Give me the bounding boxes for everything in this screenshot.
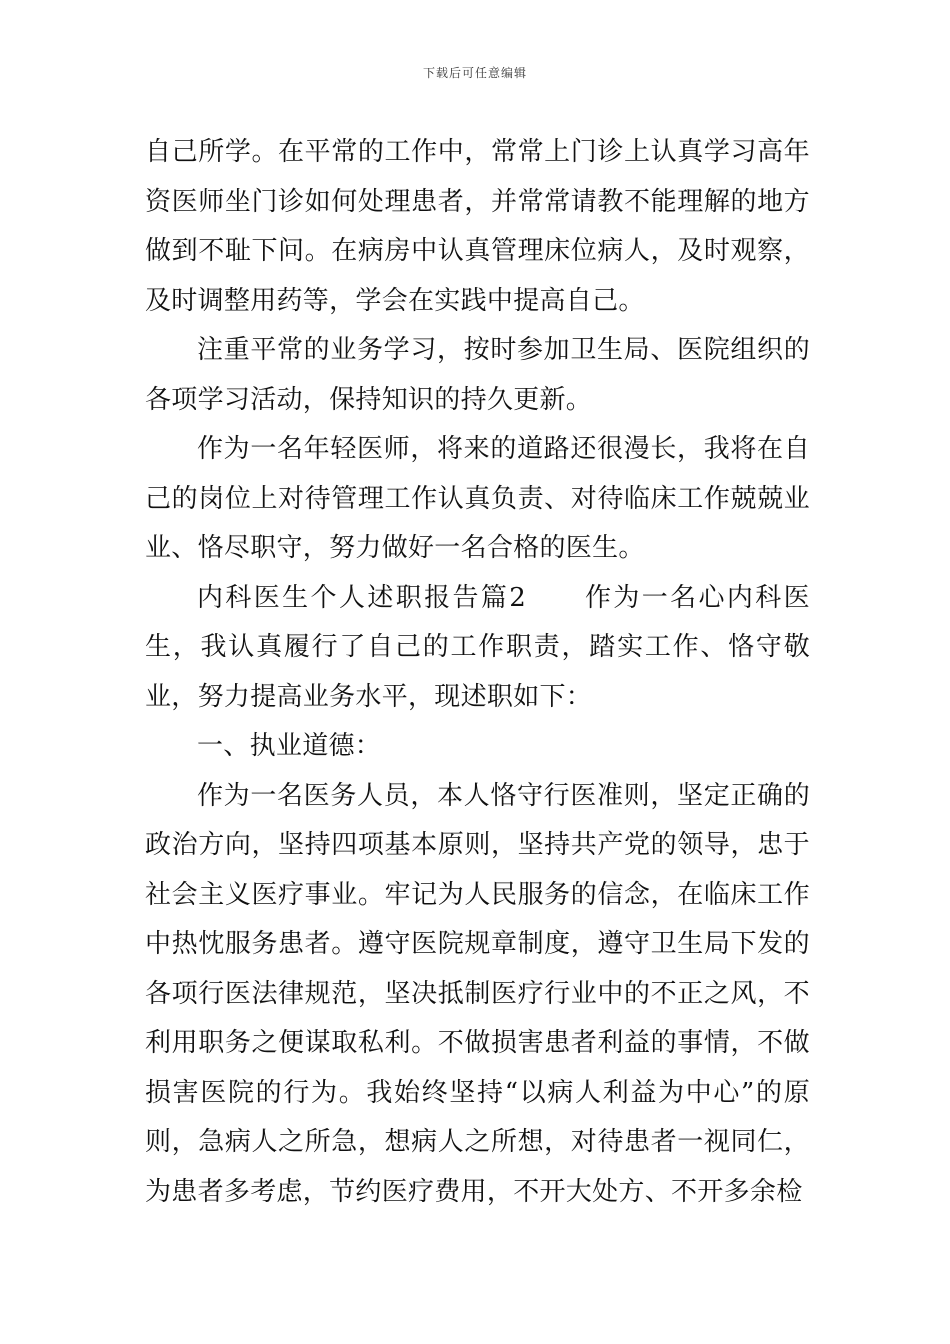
paragraph-5: 作为一名医务人员，本人恪守行医准则，坚定正确的政治方向，坚持四项基本原则，坚持共产党的领导，忠于社会主义医疗事业。牢记为人民服务的信念，在临床工作中热忱服务患者。遵守医院规章制度，遵守卫生局下发的各项行医法律规范，坚决抵制医疗行业中的不正之风，不利用职务之便谋取私利。不做损害患者利益的事情，不做损害医院的行为。我始终坚持“以病人利益为中心”的原则，急病人之所急，想病人之所想，对待患者一视同仁，为患者多考虑，节约医疗费用，不开大处方、不开多余检 <box>145 780 810 1207</box>
section-heading-ethics: 一、执业道德： <box>197 731 382 761</box>
paragraph-1: 自己所学。在平常的工作中，常常上门诊上认真学习高年资医师坐门诊如何处理患者，并常常请教不能理解的地方做到不耻下问。在病房中认真管理床位病人，及时观察，及时调整用药等，学会在实践中提高自己。 <box>145 137 810 316</box>
document-body <box>145 128 810 1217</box>
paragraph-4: 内科医生个人述职报告篇2 作为一名心内科医生，我认真履行了自己的工作职责，踏实工作、恪守敬业，努力提高业务水平，现述职如下： <box>145 582 810 712</box>
page-header-note: 下载后可任意编辑 <box>422 66 527 80</box>
paragraph-3: 作为一名年轻医师，将来的道路还很漫长，我将在自己的岗位上对待管理工作认真负责、对待临床工作兢兢业业、恪尽职守，努力做好一名合格的医生。 <box>145 434 810 563</box>
paragraph-2: 注重平常的业务学习，按时参加卫生局、医院组织的各项学习活动，保持知识的持久更新。 <box>145 335 810 415</box>
